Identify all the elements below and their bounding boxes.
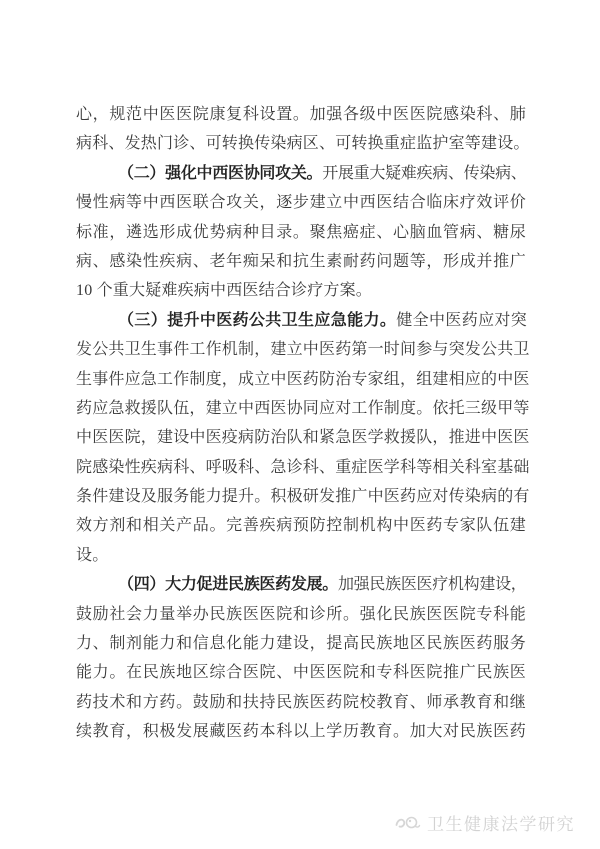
document-line (76, 688, 526, 717)
document-line (76, 218, 526, 247)
document-line (76, 100, 526, 129)
line-text: 药应急救援队伍，建立中西医协同应对工作制度。依托三级甲等 (76, 399, 530, 417)
document-line (76, 658, 526, 687)
line-text: 能力。在民族地区综合医院、中医医院和专科医院推广民族医 (76, 664, 526, 682)
paragraph-continuation (76, 100, 530, 159)
section-3-heading: （三）提升中医药公共卫生应急能力。 (118, 311, 397, 329)
section-4-heading: （四）大力促进民族医药发展。 (118, 576, 338, 594)
line-text: 发公共卫生事件工作机制，建立中医药第一时间参与突发公共卫 (76, 341, 530, 359)
line-text: 中医医院，建设中医疫病防治队和紧急医学救援队，推进中医医 (76, 429, 530, 447)
line-text: 设。 (76, 546, 109, 564)
line-text: 续教育，积极发展藏医药本科以上学历教育。加大对民族医药 (76, 723, 526, 741)
document-line (76, 482, 530, 511)
line-text: 标准，遴选形成优势病种目录。聚焦癌症、心脑血管病、糖尿 (76, 223, 526, 241)
paragraph-section-3 (76, 306, 530, 571)
line-text: 病、感染性疾病、老年痴呆和抗生素耐药问题等，形成并推广 (76, 252, 526, 270)
document-line (76, 629, 526, 658)
document-line (76, 453, 530, 482)
watermark-label: 卫生健康法学研究 (427, 815, 575, 834)
document-line (76, 570, 526, 599)
line-text: 慢性病等中西医联合攻关，逐步建立中西医结合临床疗效评价 (76, 194, 526, 212)
document-body (76, 100, 530, 747)
line-text: 效方剂和相关产品。完善疾病预防控制机构中医药专家队伍建 (76, 517, 526, 535)
section-2-heading: （二）强化中西医协同攻关。 (118, 164, 323, 182)
document-line (76, 276, 526, 305)
line-text: 健全中医药应对突 (396, 311, 526, 329)
watermark-logo-icon (394, 813, 421, 833)
line-text: 条件建设及服务能力提升。积极研发推广中医药应对传染病的有 (76, 488, 530, 506)
document-line (76, 335, 530, 364)
paragraph-section-2 (76, 159, 526, 306)
line-text: 开展重大疑难疾病、传染病、 (322, 164, 526, 182)
document-line (76, 394, 530, 423)
line-text: 鼓励社会力量举办民族医医院和诊所。强化民族医医院专科能 (76, 605, 526, 623)
document-line (76, 423, 530, 452)
document-line (76, 306, 526, 335)
paragraph-section-4 (76, 570, 526, 746)
document-line (76, 600, 526, 629)
watermark (394, 810, 575, 835)
line-text: 心，规范中医医院康复科设置。加强各级中医医院感染科、肺 (76, 106, 526, 123)
line-text: 院感染性疾病科、呼吸科、急诊科、重症医学科等相关科室基础 (76, 458, 530, 476)
document-line (76, 365, 530, 394)
document-line (76, 159, 526, 188)
document-line (76, 717, 526, 746)
document-line (76, 541, 526, 570)
document-line (76, 247, 526, 276)
line-text: 生事件应急工作制度，成立中医药防治专家组，组建相应的中医 (76, 370, 530, 388)
line-text: 10 个重大疑难疾病中西医结合诊疗方案。 (76, 282, 373, 300)
line-text: 加强民族医医疗机构建设， (337, 576, 526, 594)
document-line (76, 129, 530, 158)
document-line (76, 188, 526, 217)
line-text: 药技术和方药。鼓励和扶持民族医药院校教育、师承教育和继 (76, 693, 526, 711)
document-line (76, 511, 526, 540)
line-text: 病科、发热门诊、可转换传染病区、可转换重症监护室等建设。 (76, 135, 530, 153)
line-text: 力、制剂能力和信息化能力建设，提高民族地区民族医药服务 (76, 635, 526, 653)
